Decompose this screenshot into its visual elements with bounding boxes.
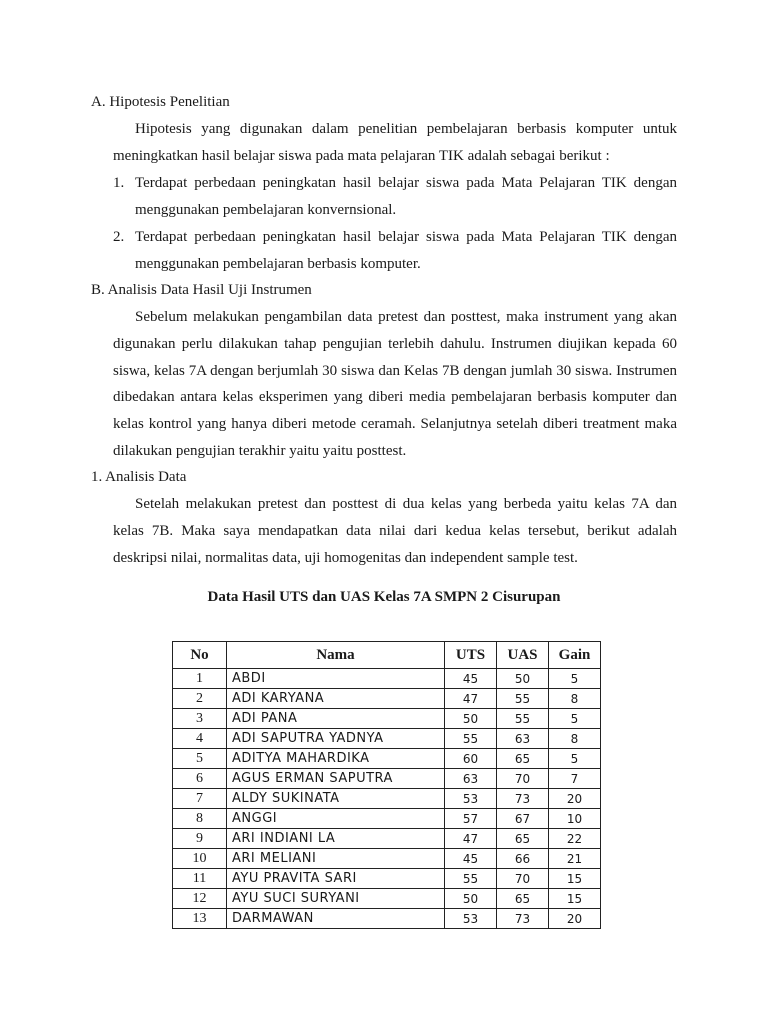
cell-uts: 53	[445, 909, 497, 929]
cell-nama: ABDI	[227, 669, 445, 689]
cell-uas: 73	[497, 789, 549, 809]
section-b-para-line: siswa, kelas 7A dengan berjumlah 30 siswa dan Kelas 7B dengan jumlah 30 siswa. Instrumen	[113, 363, 677, 379]
list-item-line: menggunakan pembelajaran konvernsional.	[135, 202, 397, 218]
cell-uas: 55	[497, 689, 549, 709]
cell-no: 10	[173, 849, 227, 869]
cell-uts: 60	[445, 749, 497, 769]
table-row	[173, 809, 601, 829]
cell-gain: 20	[549, 909, 601, 929]
table-row	[173, 729, 601, 749]
cell-uas: 65	[497, 829, 549, 849]
cell-uas: 55	[497, 709, 549, 729]
list-item-line: Terdapat perbedaan peningkatan hasil belajar siswa pada Mata Pelajaran TIK dengan	[135, 175, 677, 191]
list-item-number: 1.	[113, 175, 125, 191]
cell-nama: ARI INDIANI LA	[227, 829, 445, 849]
section-a-para-line: Hipotesis yang digunakan dalam penelitian pembelajaran berbasis komputer untuk	[135, 121, 677, 137]
cell-no: 3	[173, 709, 227, 729]
cell-uts: 45	[445, 849, 497, 869]
table-row	[173, 669, 601, 689]
cell-nama: ARI MELIANI	[227, 849, 445, 869]
section-1-para-line: kelas 7B. Maka saya mendapatkan data nilai dari kedua kelas tersebut, berikut adalah	[113, 523, 677, 539]
table-row	[173, 709, 601, 729]
header-no: No	[173, 642, 227, 669]
cell-no: 9	[173, 829, 227, 849]
cell-no: 13	[173, 909, 227, 929]
data-table	[172, 641, 601, 929]
cell-uas: 70	[497, 769, 549, 789]
table-title: Data Hasil UTS dan UAS Kelas 7A SMPN 2 Cisurupan	[207, 589, 561, 605]
cell-uas: 73	[497, 909, 549, 929]
cell-uts: 50	[445, 889, 497, 909]
cell-uas: 67	[497, 809, 549, 829]
section-b-heading: B. Analisis Data Hasil Uji Instrumen	[91, 282, 312, 298]
cell-no: 12	[173, 889, 227, 909]
cell-uts: 45	[445, 669, 497, 689]
table-row	[173, 849, 601, 869]
cell-nama: ALDY SUKINATA	[227, 789, 445, 809]
table-row	[173, 889, 601, 909]
cell-uas: 65	[497, 749, 549, 769]
cell-gain: 10	[549, 809, 601, 829]
cell-nama: ANGGI	[227, 809, 445, 829]
section-b-para-line: kelas kontrol yang hanya diberi metode ceramah. Selanjutnya setelah diberi treatment maka	[113, 416, 677, 432]
cell-uas: 66	[497, 849, 549, 869]
cell-nama: ADI SAPUTRA YADNYA	[227, 729, 445, 749]
table-row	[173, 689, 601, 709]
cell-gain: 20	[549, 789, 601, 809]
cell-gain: 21	[549, 849, 601, 869]
section-a-heading: A. Hipotesis Penelitian	[91, 94, 230, 110]
cell-uts: 47	[445, 829, 497, 849]
cell-nama: AYU PRAVITA SARI	[227, 869, 445, 889]
cell-no: 6	[173, 769, 227, 789]
cell-gain: 15	[549, 869, 601, 889]
header-gain: Gain	[549, 642, 601, 669]
table-row	[173, 869, 601, 889]
cell-uts: 55	[445, 869, 497, 889]
cell-no: 7	[173, 789, 227, 809]
list-item-number: 2.	[113, 229, 125, 245]
cell-uts: 63	[445, 769, 497, 789]
section-b-para-line: dilakukan pengujian terakhir yaitu yaitu posttest.	[113, 443, 407, 459]
cell-gain: 8	[549, 689, 601, 709]
cell-no: 4	[173, 729, 227, 749]
cell-uts: 53	[445, 789, 497, 809]
table-row	[173, 749, 601, 769]
cell-nama: DARMAWAN	[227, 909, 445, 929]
cell-uas: 65	[497, 889, 549, 909]
section-1-para-line: deskripsi nilai, normalitas data, uji homogenitas dan independent sample test.	[113, 550, 578, 566]
section-b-para-line: dibedakan antara kelas eksperimen yang diberi media pembelajaran berbasis komputer dan	[113, 389, 677, 405]
cell-gain: 5	[549, 709, 601, 729]
cell-uts: 57	[445, 809, 497, 829]
table-row	[173, 769, 601, 789]
cell-nama: AGUS ERMAN SAPUTRA	[227, 769, 445, 789]
cell-uas: 70	[497, 869, 549, 889]
cell-nama: AYU SUCI SURYANI	[227, 889, 445, 909]
cell-uas: 50	[497, 669, 549, 689]
cell-nama: ADITYA MAHARDIKA	[227, 749, 445, 769]
header-nama: Nama	[227, 642, 445, 669]
list-item-line: Terdapat perbedaan peningkatan hasil belajar siswa pada Mata Pelajaran TIK dengan	[135, 229, 677, 245]
cell-gain: 5	[549, 669, 601, 689]
cell-uts: 47	[445, 689, 497, 709]
cell-gain: 7	[549, 769, 601, 789]
cell-uts: 55	[445, 729, 497, 749]
cell-gain: 8	[549, 729, 601, 749]
cell-gain: 5	[549, 749, 601, 769]
table-body	[173, 669, 601, 929]
cell-no: 8	[173, 809, 227, 829]
cell-nama: ADI PANA	[227, 709, 445, 729]
section-1-para-line: Setelah melakukan pretest dan posttest di dua kelas yang berbeda yaitu kelas 7A dan	[135, 496, 677, 512]
section-b-para-line: digunakan perlu dilakukan tahap pengujian terlebih dahulu. Instrumen diujikan kepada 60	[113, 336, 677, 352]
section-a-para-line: meningkatkan hasil belajar siswa pada mata pelajaran TIK adalah sebagai berikut :	[113, 148, 610, 164]
header-uts: UTS	[445, 642, 497, 669]
cell-uas: 63	[497, 729, 549, 749]
list-item-line: menggunakan pembelajaran berbasis komputer.	[135, 256, 421, 272]
cell-no: 1	[173, 669, 227, 689]
header-uas: UAS	[497, 642, 549, 669]
cell-no: 2	[173, 689, 227, 709]
cell-uts: 50	[445, 709, 497, 729]
table-header-row	[173, 642, 601, 669]
section-b-para-line: Sebelum melakukan pengambilan data pretest dan posttest, maka instrument yang akan	[135, 309, 677, 325]
table-row	[173, 909, 601, 929]
table-row	[173, 829, 601, 849]
cell-gain: 22	[549, 829, 601, 849]
cell-no: 11	[173, 869, 227, 889]
cell-nama: ADI KARYANA	[227, 689, 445, 709]
section-1-heading: 1. Analisis Data	[91, 469, 187, 485]
cell-gain: 15	[549, 889, 601, 909]
cell-no: 5	[173, 749, 227, 769]
table-row	[173, 789, 601, 809]
